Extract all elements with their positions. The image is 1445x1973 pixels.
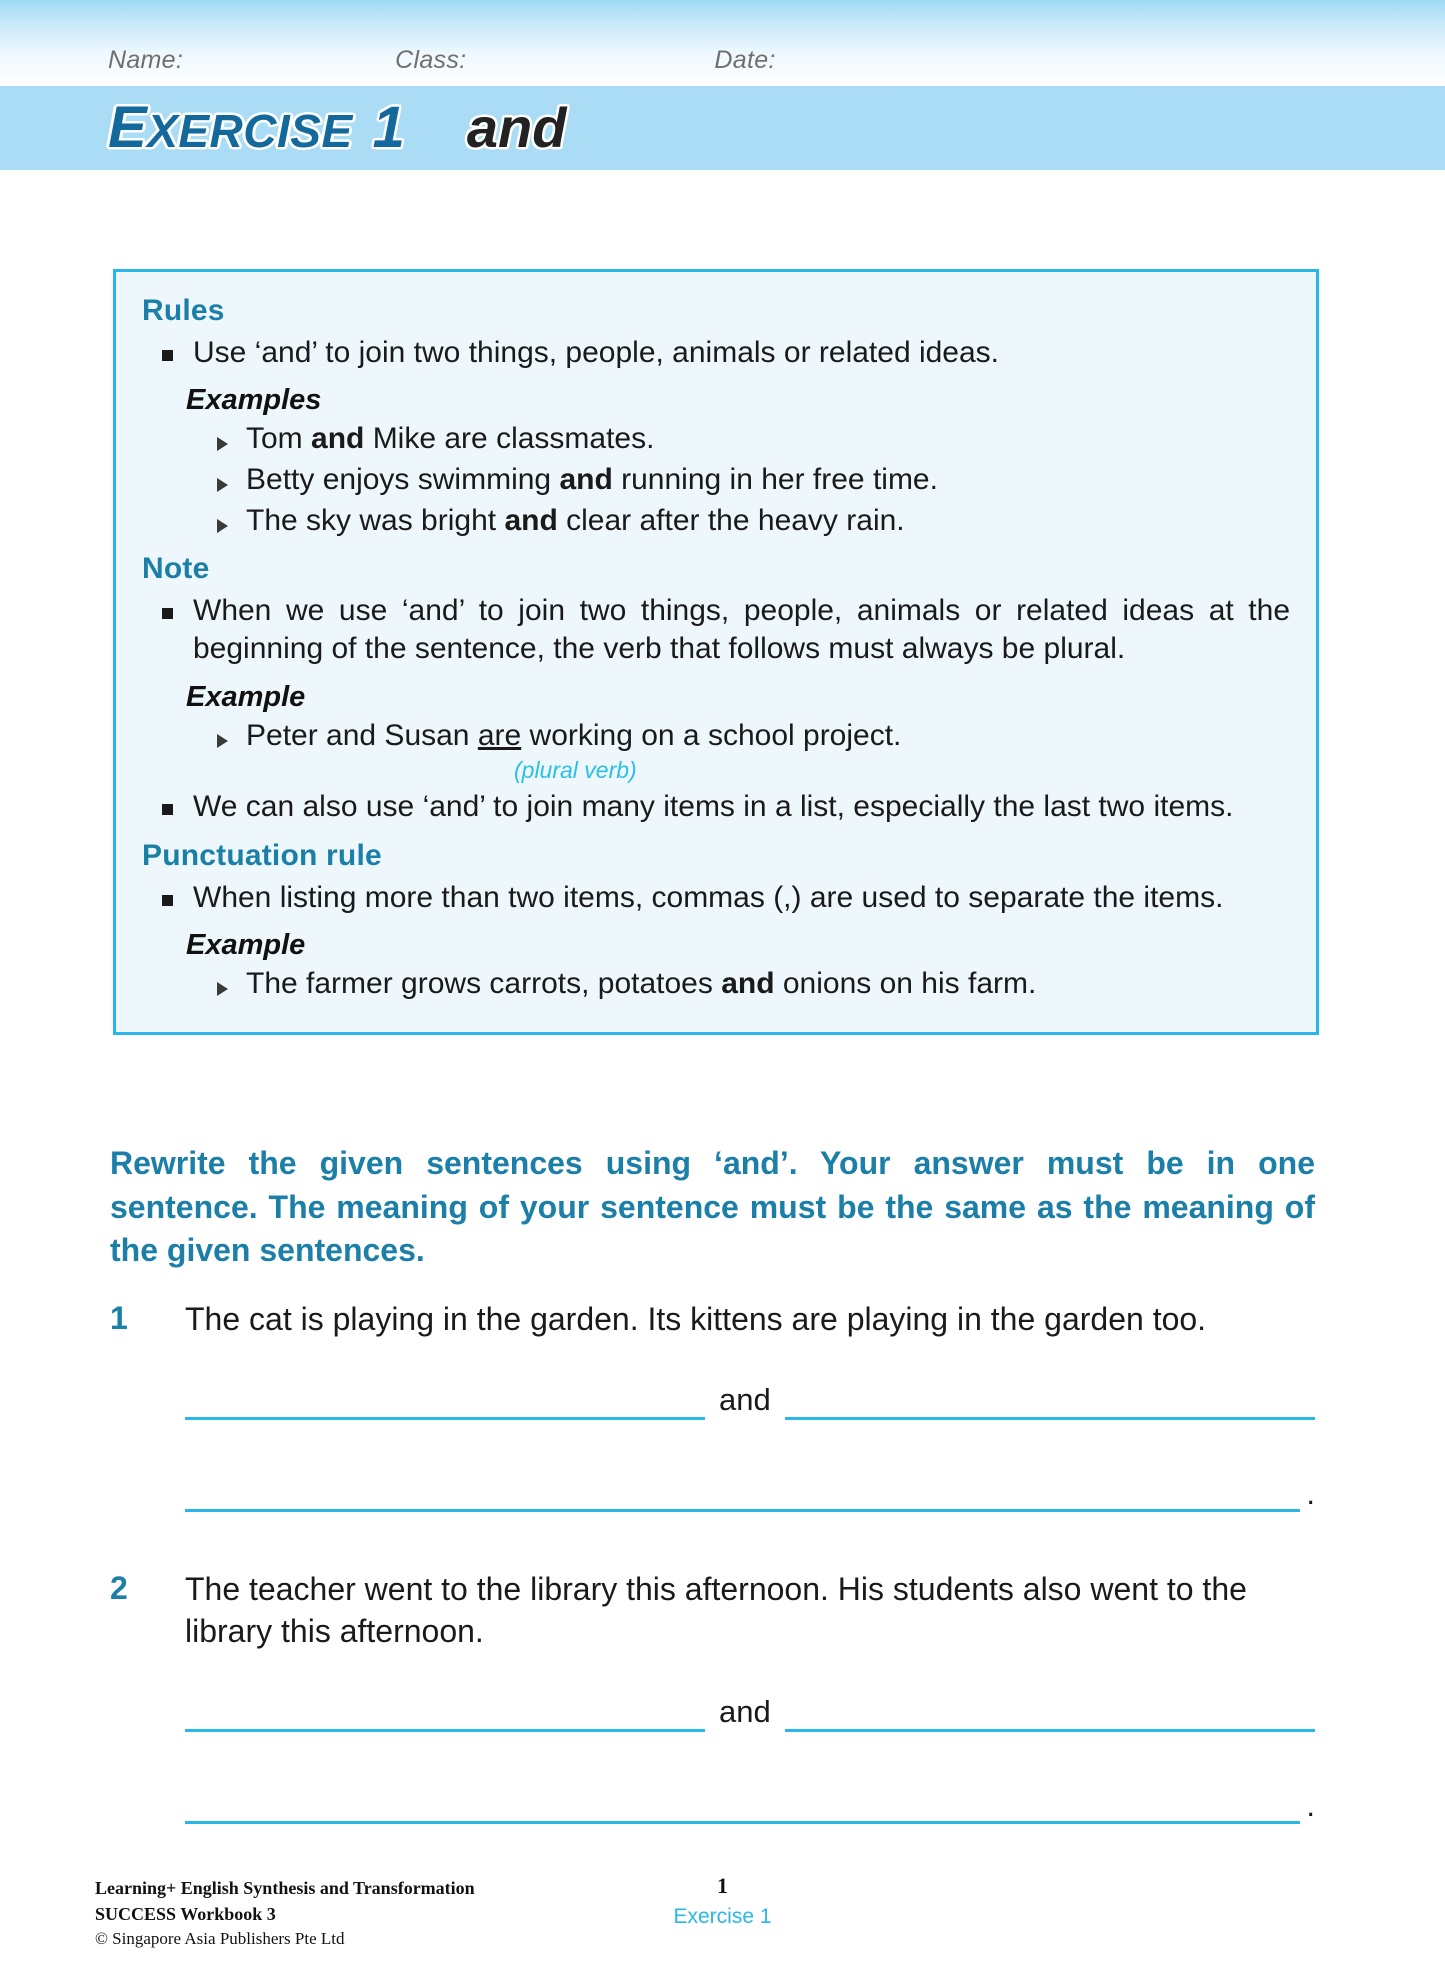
- square-bullet-icon: [162, 804, 173, 815]
- class-field-label: Class:: [395, 45, 467, 74]
- example-text: [246, 461, 938, 499]
- note-example-pre: Peter and Susan: [246, 718, 478, 752]
- example-post: Mike are classmates.: [364, 422, 655, 456]
- exercise-title-banner: [0, 86, 1445, 170]
- question-2-header: [110, 1568, 1315, 1652]
- question-2-text: The teacher went to the library this afternoon. His students also went to the library this afternoon.: [185, 1571, 1247, 1650]
- question-2-answer-line-1: [185, 1690, 1315, 1732]
- note-bullet-text-2: We can also use ‘and’ to join many items in a list, especially the last two items.: [193, 790, 1234, 824]
- question-1-text: The cat is playing in the garden. Its kittens are playing in the garden too.: [185, 1301, 1207, 1337]
- and-connector-label: and: [719, 1382, 771, 1418]
- example-bold: and: [504, 503, 558, 537]
- exercise-word: [108, 95, 353, 160]
- punctuation-bullet-text: When listing more than two items, commas (,) are used to separate the items.: [193, 880, 1224, 914]
- question-2-answer-line-2: [185, 1782, 1315, 1824]
- footer-exercise-label: Exercise 1: [673, 1905, 772, 1928]
- and-connector-label: and: [719, 1694, 771, 1730]
- example-post: running in her free time.: [612, 463, 938, 497]
- triangle-bullet-icon: [217, 734, 228, 748]
- note-bullet-row-2: [142, 788, 1290, 826]
- question-2: [110, 1568, 1315, 1824]
- example-item: [142, 461, 1290, 499]
- footer-page-number: 1: [717, 1873, 728, 1898]
- question-1-header: [110, 1298, 1315, 1340]
- exercise-title-group: [108, 86, 566, 170]
- footer-line-2: SUCCESS Workbook 3: [95, 1904, 276, 1925]
- answer-blank-1a[interactable]: [185, 1378, 705, 1420]
- example-pre: Tom: [246, 422, 312, 456]
- note-example-heading: Example: [186, 680, 306, 713]
- square-bullet-icon: [162, 608, 173, 619]
- answer-end-punctuation: .: [1306, 1476, 1315, 1512]
- answer-end-punctuation: .: [1306, 1788, 1315, 1824]
- triangle-bullet-icon: [217, 982, 228, 996]
- example-text: [246, 420, 654, 458]
- punctuation-bullet-row: [142, 879, 1290, 917]
- example-post: clear after the heavy rain.: [557, 503, 905, 537]
- punctuation-example-post: onions on his farm.: [774, 967, 1037, 1001]
- example-pre: The sky was bright: [246, 503, 505, 537]
- punctuation-example-pre: The farmer grows carrots, potatoes: [246, 967, 722, 1001]
- punctuation-example-bold: and: [721, 967, 775, 1001]
- punctuation-rule-heading: Punctuation rule: [142, 838, 382, 872]
- exercise-topic: and: [466, 96, 567, 159]
- triangle-bullet-icon: [217, 519, 228, 533]
- student-info-row: [0, 40, 1445, 80]
- note-heading: Note: [142, 551, 210, 585]
- note-bullet-row: [142, 592, 1290, 669]
- rules-bullet-text: Use ‘and’ to join two things, people, animals or related ideas.: [193, 336, 1000, 369]
- example-bold: and: [311, 422, 365, 456]
- examples-heading: Examples: [186, 384, 322, 417]
- punctuation-example-item: [142, 965, 1290, 1003]
- triangle-bullet-icon: [217, 437, 228, 451]
- answer-blank-1c[interactable]: [185, 1470, 1300, 1512]
- punctuation-example-heading: Example: [186, 929, 306, 962]
- exercise-word-capital: E: [108, 95, 148, 160]
- note-example-text: [246, 717, 901, 755]
- answer-blank-2c[interactable]: [185, 1782, 1300, 1824]
- question-2-number: 2: [110, 1570, 128, 1606]
- answer-blank-2b[interactable]: [785, 1690, 1315, 1732]
- footer-line-1: Learning+ English Synthesis and Transformation: [95, 1878, 475, 1898]
- example-item: [142, 420, 1290, 458]
- answer-blank-2a[interactable]: [185, 1690, 705, 1732]
- exercise-number: 1: [372, 95, 405, 160]
- note-example-underlined: are: [477, 718, 522, 752]
- rules-box: [113, 269, 1319, 1035]
- question-1-answer-line-1: [185, 1378, 1315, 1420]
- answer-blank-1b[interactable]: [785, 1378, 1315, 1420]
- example-text: [246, 502, 905, 540]
- name-field-label: Name:: [108, 45, 184, 74]
- page-footer: [0, 1853, 1445, 1973]
- rules-heading: Rules: [142, 294, 225, 327]
- plural-verb-annotation: (plural verb): [514, 757, 637, 784]
- note-bullet-text: When we use ‘and’ to join two things, people, animals or related ideas at the beginning of the sentence, the verb that follows must always be plural.: [193, 593, 1290, 666]
- date-field-label: Date:: [714, 45, 776, 74]
- question-1-number: 1: [110, 1300, 128, 1336]
- note-example-item: [142, 717, 1290, 755]
- example-pre: Betty enjoys swimming: [246, 463, 560, 497]
- instruction-text: Rewrite the given sentences using ‘and’. Your answer must be in one sentence. The meaning of your sentence must be the same as the meaning of the given sentences.: [110, 1145, 1315, 1269]
- square-bullet-icon: [162, 350, 173, 361]
- footer-page-info: [0, 1873, 1445, 1929]
- exercise-word-rest: XERCISE: [147, 105, 353, 157]
- question-1-answer-line-2: [185, 1470, 1315, 1512]
- note-example-post: working on a school project.: [521, 718, 902, 752]
- square-bullet-icon: [162, 895, 173, 906]
- example-bold: and: [559, 463, 613, 497]
- triangle-bullet-icon: [217, 478, 228, 492]
- example-item: [142, 502, 1290, 540]
- punctuation-example-text: [246, 965, 1036, 1003]
- footer-copyright: © Singapore Asia Publishers Pte Ltd: [95, 1929, 345, 1949]
- rules-bullet-row: [142, 334, 1290, 372]
- question-1: [110, 1298, 1315, 1512]
